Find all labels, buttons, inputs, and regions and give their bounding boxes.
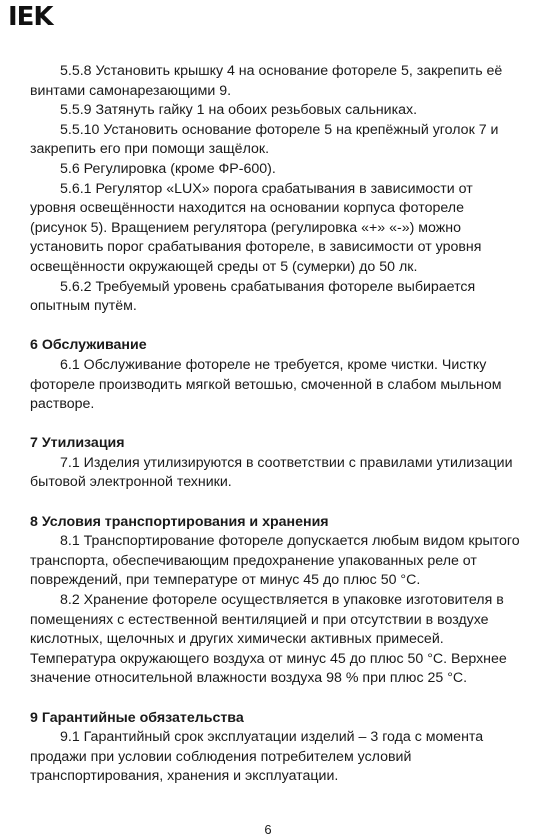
paragraph-9-1: 9.1 Гарантийный срок эксплуатации изделий – 3 года с момента продажи при условии соблюдения потребителем условий транспортирования, хранения и эксплуатации. (30, 729, 484, 785)
paragraph-8-1: 8.1 Транспортирование фотореле допускается любым видом крытого транспорта, обеспечивающим предохранение упакованных реле от повреждений, при температуре от минус 45 до плюс 50 °С. (30, 533, 520, 589)
section-heading-warranty: 9 Гарантийные обязательства (30, 709, 244, 726)
paragraph-5-5-9: 5.5.9 Затянуть гайку 1 на обоих резьбовых сальниках. (60, 102, 418, 119)
page-number: 6 (264, 822, 272, 837)
paragraph-5-6-1: 5.6.1 Регулятор «LUX» порога срабатывания в зависимости от уровня освещённости находится на основании корпуса фотореле (рисунок 5). Вращением регулятора (регулировка «+» «-») можно установить порог срабатывания фотореле, в зависимости от уровня освещённости окружающей среды от 5 (сумерки) до 50 лк. (30, 180, 482, 275)
paragraph-6-1: 6.1 Обслуживание фотореле не требуется, кроме чистки. Чистку фотореле производить мягкой ветошью, смоченной в слабом мыльном растворе. (30, 356, 502, 413)
paragraph-5-5-8: 5.5.8 Установить крышку 4 на основание фотореле 5, закрепить её винтами самонарезающими 9. (30, 63, 503, 99)
paragraph-5-6: 5.6 Регулировка (кроме ФР-600). (60, 160, 276, 177)
paragraph-8-2: 8.2 Хранение фотореле осуществляется в упаковке изготовителя в помещениях с естественной вентиляцией и при отсутствии в воздухе кислотных, щелочных и других химически активных примесей. Температура окружающего воздуха от минус 45 до плюс 50 °С. Верхнее значение относительной влажности воздуха 98 % при плюс 25 °С. (30, 592, 507, 687)
document-body (30, 62, 520, 787)
paragraph-7-1: 7.1 Изделия утилизируются в соответствии с правилами утилизации бытовой электронной техники. (30, 454, 513, 491)
section-heading-disposal: 7 Утилизация (30, 435, 125, 452)
brand-logo: IEK (8, 2, 53, 32)
paragraph-5-6-2: 5.6.2 Требуемый уровень срабатывания фотореле выбирается опытным путём. (30, 278, 476, 315)
section-heading-maintenance: 6 Обслуживание (30, 337, 147, 354)
section-heading-transport-storage: 8 Условия транспортирования и хранения (30, 513, 329, 530)
paragraph-5-5-10: 5.5.10 Установить основание фотореле 5 на крепёжный уголок 7 и закрепить его при помощи защёлок. (30, 121, 499, 158)
